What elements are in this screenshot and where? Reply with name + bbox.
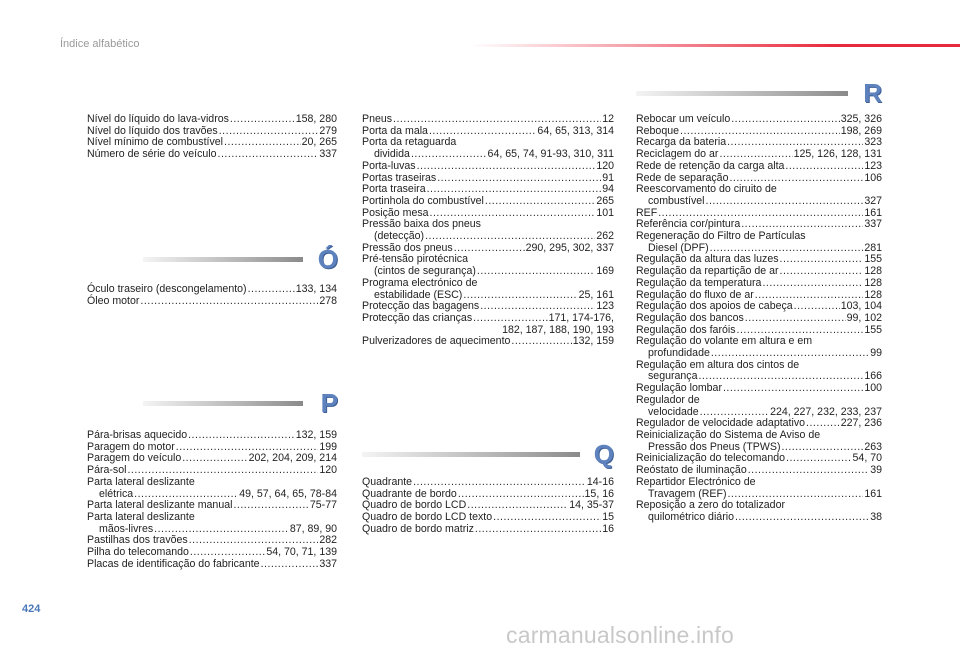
index-entry-pages: 87, 89, 90 bbox=[289, 522, 337, 535]
index-entry-term: estabilidade (ESC) bbox=[374, 288, 463, 301]
index-entry-pages: 166 bbox=[864, 370, 882, 383]
index-entry-term: Quadro de bordo LCD texto bbox=[362, 511, 493, 524]
index-entry-pages: 323 bbox=[864, 136, 882, 149]
index-entry-term: profundidade bbox=[648, 347, 710, 360]
index-entry bbox=[87, 284, 337, 296]
index-entry bbox=[87, 559, 337, 571]
dot-leader bbox=[475, 524, 601, 536]
dot-leader bbox=[780, 254, 864, 266]
dot-leader bbox=[425, 231, 595, 243]
index-entry-term: segurança bbox=[648, 370, 698, 383]
dot-leader bbox=[417, 161, 596, 173]
index-entry bbox=[362, 114, 614, 126]
index-entry-pages: 99, 102 bbox=[846, 311, 882, 324]
index-entry-term: Número de série do veículo bbox=[87, 148, 217, 161]
index-entry-heading: Reposição a zero do totalizador bbox=[636, 499, 785, 512]
index-entry-term: Reboque bbox=[636, 124, 680, 137]
index-entry-pages: 94 bbox=[602, 183, 614, 196]
index-entry-term: Pastilhas dos travões bbox=[87, 534, 188, 547]
index-entry-pages: 91 bbox=[602, 171, 614, 184]
index-entry-pages: 123 bbox=[596, 300, 614, 313]
dot-leader bbox=[698, 371, 863, 383]
index-list-col1-p bbox=[87, 430, 337, 570]
index-entry-pages: 169 bbox=[596, 265, 614, 278]
section-divider-bar bbox=[636, 91, 848, 96]
dot-leader bbox=[781, 442, 863, 454]
dot-leader bbox=[780, 266, 864, 278]
index-entry-heading: Parta lateral deslizante bbox=[87, 510, 195, 523]
section-letter: Ó bbox=[317, 244, 338, 274]
index-list-col3-r bbox=[636, 114, 882, 524]
index-entry-pages: 64, 65, 313, 314 bbox=[537, 124, 614, 137]
index-entry bbox=[87, 547, 337, 559]
index-entry-term: Travagem (REF) bbox=[648, 487, 727, 500]
index-entry-heading: Regeneração do Filtro de Partículas bbox=[636, 230, 806, 243]
dot-leader bbox=[511, 336, 571, 348]
index-entry-pages: 265 bbox=[596, 194, 614, 207]
index-entry-term: Rede de separação bbox=[636, 171, 729, 184]
dot-leader bbox=[762, 278, 863, 290]
dot-leader bbox=[230, 114, 295, 126]
index-entry-pages: 125, 126, 128, 131 bbox=[793, 148, 882, 161]
index-entry-pages: 279 bbox=[319, 124, 337, 137]
index-entry-pages: 325, 326 bbox=[840, 113, 882, 125]
index-entry-term: Regulação dos apoios de cabeça bbox=[636, 300, 793, 313]
index-entry-pages: 161 bbox=[864, 487, 882, 500]
index-entry-pages: 278 bbox=[319, 294, 337, 307]
index-entry-term: quilométrico diário bbox=[648, 510, 734, 523]
index-entry-pages: 224, 227, 232, 233, 237 bbox=[770, 405, 882, 418]
index-entry-heading: Repartidor Electrónico de bbox=[636, 475, 756, 488]
index-entry-pages: 20, 265 bbox=[301, 136, 337, 149]
index-entry-term: Regulação da altura das luzes bbox=[636, 253, 779, 266]
index-entry-pages: 227, 236 bbox=[840, 417, 882, 430]
index-entry-pages: 100 bbox=[864, 382, 882, 395]
index-entry-pages: 198, 269 bbox=[840, 124, 882, 137]
index-entry-term: Reóstato de iluminação bbox=[636, 464, 747, 477]
dot-leader bbox=[745, 313, 846, 325]
index-entry-pages: 75-77 bbox=[309, 499, 337, 512]
index-entry-heading: Pré-tensão pirotécnica bbox=[362, 253, 468, 266]
index-entry-pages: 132, 159 bbox=[295, 429, 337, 441]
index-entry-term: Quadro de bordo matriz bbox=[362, 522, 474, 535]
index-entry-term: velocidade bbox=[648, 405, 699, 418]
index-entry-pages: 14, 35-37 bbox=[569, 499, 614, 512]
dot-leader bbox=[248, 284, 295, 296]
index-entry-term: Protecção das bagagens bbox=[362, 300, 480, 313]
index-entry-heading: Porta da retaguarda bbox=[362, 136, 457, 149]
index-entry-pages: 120 bbox=[596, 159, 614, 172]
index-entry-pages: 49, 57, 64, 65, 78-84 bbox=[239, 487, 337, 500]
index-entry-pages: 54, 70, 71, 139 bbox=[266, 546, 337, 559]
index-entry-term: Porta-luvas bbox=[362, 159, 416, 172]
index-entry bbox=[362, 161, 614, 173]
index-entry-pages: 103, 104 bbox=[840, 300, 882, 313]
index-entry-pages: 155 bbox=[864, 253, 882, 266]
index-entry-pages: 327 bbox=[864, 194, 882, 207]
dot-leader bbox=[437, 173, 601, 185]
index-entry-term: Porta traseira bbox=[362, 183, 426, 196]
index-entry-pages: 106 bbox=[864, 171, 882, 184]
index-entry-term: Paragem do veículo bbox=[87, 452, 182, 465]
index-entry-term: Quadro de bordo LCD bbox=[362, 499, 467, 512]
dot-leader bbox=[735, 512, 869, 524]
index-entry-heading: Programa electrónico de bbox=[362, 276, 478, 289]
index-entry-pages: 12 bbox=[602, 113, 614, 125]
index-entry-heading: Reescorvamento do ciruito de bbox=[636, 183, 777, 196]
index-entry-term: Regulação do fluxo de ar bbox=[636, 288, 754, 301]
section-letter: Q bbox=[593, 439, 614, 469]
index-entry-term: Reciclagem do ar bbox=[636, 148, 719, 161]
index-entry-term: Regulador de velocidade adaptativo bbox=[636, 417, 806, 430]
index-entry-pages: 120 bbox=[319, 464, 337, 477]
index-entry-pages: 128 bbox=[864, 288, 882, 301]
index-entry-pages: 123 bbox=[864, 159, 882, 172]
dot-leader bbox=[493, 512, 601, 524]
index-entry bbox=[362, 231, 614, 243]
index-entry-term: Rede de retenção da carga alta bbox=[636, 159, 785, 172]
page-number: 424 bbox=[22, 603, 41, 615]
index-entry bbox=[87, 149, 337, 161]
index-entry-pages: 337 bbox=[319, 557, 337, 570]
index-entry-term: Placas de identificação do fabricante bbox=[87, 557, 260, 570]
index-entry-term: Rebocar um veículo bbox=[636, 113, 731, 125]
index-entry-term: Protecção das crianças bbox=[362, 311, 473, 324]
index-entry-pages: 202, 204, 209, 214 bbox=[248, 452, 337, 465]
watermark: carmanualsonline.info bbox=[506, 622, 734, 648]
index-entry bbox=[636, 278, 882, 290]
index-entry-heading: Regulação em altura dos cintos de bbox=[636, 358, 800, 371]
dot-leader bbox=[224, 137, 301, 149]
index-entry-term: Pilha do telecomando bbox=[87, 546, 189, 559]
dot-leader bbox=[706, 196, 864, 208]
header-title: Índice alfabético bbox=[60, 38, 140, 50]
index-entry-term: Pára-brisas aquecido bbox=[87, 429, 188, 441]
dot-leader bbox=[413, 477, 586, 489]
index-entry-term: Regulação dos faróis bbox=[636, 323, 736, 336]
index-entry-term: Pneus bbox=[362, 113, 393, 125]
index-entry bbox=[636, 114, 882, 126]
index-entry-term: Portinhola do combustível bbox=[362, 194, 484, 207]
index-entry bbox=[362, 336, 614, 348]
index-entry-term: Quadrante bbox=[362, 476, 413, 488]
index-entry-term: REF bbox=[636, 206, 658, 219]
dot-leader bbox=[261, 559, 319, 571]
index-entry bbox=[87, 296, 337, 308]
index-entry-term: Referência cor/pintura bbox=[636, 218, 741, 231]
index-entry-term: Pulverizadores de aquecimento bbox=[362, 335, 511, 348]
index-entry-pages: 155 bbox=[864, 323, 882, 336]
index-entry-term: Nível do líquido dos travões bbox=[87, 124, 218, 137]
index-entry-pages: 161 bbox=[864, 206, 882, 219]
index-entry-pages: 290, 295, 302, 337 bbox=[525, 241, 614, 254]
section-p-header bbox=[143, 390, 338, 420]
section-letter: R bbox=[863, 78, 882, 108]
index-entry-term: Reinicialização do telecomando bbox=[636, 452, 785, 465]
index-entry bbox=[87, 114, 337, 126]
dot-leader bbox=[477, 266, 595, 278]
index-entry-term: Pressão dos pneus bbox=[362, 241, 453, 254]
index-entry-heading: Parta lateral deslizante bbox=[87, 475, 195, 488]
index-entry-pages: 282 bbox=[319, 534, 337, 547]
index-entry bbox=[636, 512, 882, 524]
index-entry-term: Posição mesa bbox=[362, 206, 429, 219]
dot-leader bbox=[748, 465, 869, 477]
header-accent-bar bbox=[470, 44, 960, 47]
index-entry-pages: 54, 70 bbox=[852, 452, 882, 465]
index-entry-pages: 38 bbox=[870, 510, 882, 523]
dot-leader bbox=[723, 383, 863, 395]
index-list-col2-p bbox=[362, 114, 614, 348]
dot-leader bbox=[786, 453, 852, 465]
index-entry bbox=[362, 313, 614, 325]
index-entry-term: combustível bbox=[648, 194, 705, 207]
index-entry-pages: 128 bbox=[864, 276, 882, 289]
index-entry-pages: 39 bbox=[870, 464, 882, 477]
dot-leader bbox=[458, 489, 584, 501]
index-entry-term: Regulação da repartição de ar bbox=[636, 265, 779, 278]
index-entry-pages: 128 bbox=[864, 265, 882, 278]
index-entry-pages: 199 bbox=[319, 440, 337, 453]
index-entry-pages: 263 bbox=[864, 440, 882, 453]
index-entry-pages: 262 bbox=[596, 230, 614, 243]
index-entry-pages: 171, 174-176, bbox=[548, 311, 614, 324]
index-entry-pages: 281 bbox=[864, 241, 882, 254]
index-list-col1-top bbox=[87, 114, 337, 161]
index-entry bbox=[636, 348, 882, 360]
dot-leader bbox=[190, 547, 265, 559]
index-entry-heading: Pressão baixa dos pneus bbox=[362, 218, 481, 231]
index-entry-term: Regulação da temperatura bbox=[636, 276, 762, 289]
index-entry-pages: 64, 65, 74, 91-93, 310, 311 bbox=[487, 148, 614, 161]
index-entry-term: Nível mínimo de combustível bbox=[87, 136, 224, 149]
section-q-header bbox=[362, 441, 614, 471]
index-entry-pages: 99 bbox=[870, 347, 882, 360]
section-divider-bar bbox=[143, 257, 303, 262]
index-entry-heading: Regulador de bbox=[636, 393, 700, 406]
index-entry-pages: 132, 159 bbox=[572, 335, 614, 348]
index-entry-pages: 133, 134 bbox=[295, 283, 337, 295]
dot-leader bbox=[233, 500, 308, 512]
section-divider-bar bbox=[362, 452, 580, 457]
index-entry-term: (detecção) bbox=[374, 230, 425, 243]
index-entry-term: Parta lateral deslizante manual bbox=[87, 499, 233, 512]
section-r-header bbox=[636, 80, 882, 110]
index-entry bbox=[362, 477, 614, 489]
index-entry-heading: Regulação do volante em altura e em bbox=[636, 335, 813, 348]
index-entry-pages: 25, 161 bbox=[578, 288, 614, 301]
index-entry-pages: 101 bbox=[596, 206, 614, 219]
index-entry-pages: 15 bbox=[602, 511, 614, 524]
index-entry-term: (cintos de segurança) bbox=[374, 265, 476, 278]
section-o-header bbox=[143, 246, 338, 276]
index-entry-term: Paragem do motor bbox=[87, 440, 175, 453]
index-entry-pages: 337 bbox=[864, 218, 882, 231]
index-entry-term: Recarga da bateria bbox=[636, 136, 727, 149]
index-entry-term: Regulação dos bancos bbox=[636, 311, 744, 324]
dot-leader bbox=[182, 453, 247, 465]
index-entry-pages: 16 bbox=[602, 522, 614, 535]
index-entry bbox=[636, 161, 882, 173]
dot-leader bbox=[463, 290, 577, 302]
dot-leader bbox=[188, 430, 295, 442]
index-entry-heading: Reinicialização do Sistema de Aviso de bbox=[636, 428, 821, 441]
index-entry-term: Regulação lombar bbox=[636, 382, 722, 395]
index-entry-pages: 14-16 bbox=[586, 476, 614, 488]
dot-leader bbox=[794, 301, 840, 313]
dot-leader bbox=[411, 149, 487, 161]
index-list-col1-o bbox=[87, 284, 337, 307]
index-entry-term: Pressão dos Pneus (TPWS) bbox=[648, 440, 781, 453]
index-entry-term: Óleo motor bbox=[87, 294, 140, 307]
section-divider-bar bbox=[143, 401, 303, 406]
index-entry bbox=[362, 524, 614, 536]
index-entry-pages: 15, 16 bbox=[584, 487, 614, 500]
index-entry bbox=[636, 313, 882, 325]
index-entry-pages: 337 bbox=[319, 148, 337, 161]
dot-leader bbox=[785, 161, 863, 173]
index-entry bbox=[87, 430, 337, 442]
dot-leader bbox=[218, 149, 319, 161]
index-entry-continuation: 182, 187, 188, 190, 193 bbox=[502, 323, 614, 336]
dot-leader bbox=[473, 313, 547, 325]
dot-leader bbox=[140, 296, 318, 308]
index-entry-term: Óculo traseiro (descongelamento) bbox=[87, 283, 247, 295]
dot-leader bbox=[393, 114, 601, 126]
index-list-col2-q bbox=[362, 477, 614, 536]
index-entry-pages: 158, 280 bbox=[295, 113, 337, 125]
index-entry bbox=[362, 196, 614, 208]
index-entry bbox=[636, 196, 882, 208]
section-letter: P bbox=[320, 388, 338, 418]
index-entry-term: dividida bbox=[374, 148, 410, 161]
index-entry-term: elétrica bbox=[99, 487, 134, 500]
dot-leader bbox=[711, 348, 869, 360]
index-entry-term: Porta da mala bbox=[362, 124, 428, 137]
index-entry-term: Pára-sol bbox=[87, 464, 127, 477]
index-entry-term: Diesel (DPF) bbox=[648, 241, 709, 254]
index-entry-term: Portas traseiras bbox=[362, 171, 437, 184]
index-entry-term: mãos-livres bbox=[99, 522, 154, 535]
dot-leader bbox=[731, 114, 840, 126]
dot-leader bbox=[485, 196, 595, 208]
index-entry-term: Quadrante de bordo bbox=[362, 487, 457, 500]
index-entry-term: Nível do líquido do lava-vidros bbox=[87, 113, 229, 125]
